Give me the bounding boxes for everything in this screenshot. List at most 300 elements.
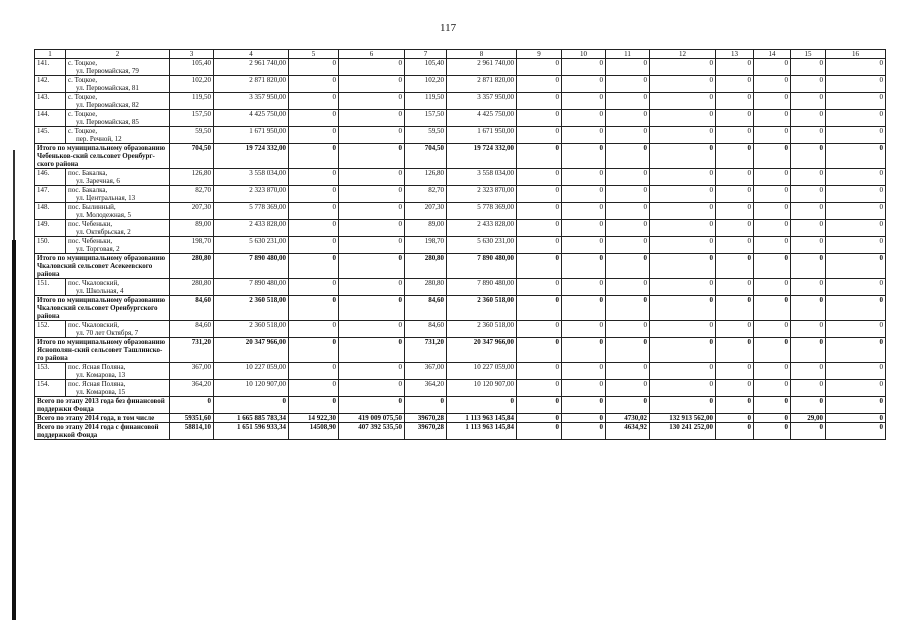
cell-col-15: 0 bbox=[791, 59, 826, 76]
cell-col-7: 280,80 bbox=[405, 279, 447, 296]
cell-col-3: 367,00 bbox=[170, 363, 214, 380]
table-row bbox=[35, 186, 886, 203]
cell-col-15: 0 bbox=[791, 363, 826, 380]
address-street: ул. Первомайская, 81 bbox=[76, 84, 139, 92]
column-number-header: 4 bbox=[214, 50, 289, 59]
column-number-header: 13 bbox=[716, 50, 754, 59]
cell-col-10: 0 bbox=[562, 296, 606, 321]
cell-col-14: 0 bbox=[754, 414, 791, 423]
cell-col-13: 0 bbox=[716, 220, 754, 237]
cell-col-16: 0 bbox=[826, 110, 886, 127]
cell-col-7: 207,30 bbox=[405, 203, 447, 220]
cell-col-13: 0 bbox=[716, 321, 754, 338]
column-number-header: 3 bbox=[170, 50, 214, 59]
cell-col-10: 0 bbox=[562, 423, 606, 440]
cell-col-15: 0 bbox=[791, 169, 826, 186]
cell-col-9: 0 bbox=[517, 279, 562, 296]
table-row bbox=[35, 59, 886, 76]
cell-col-10: 0 bbox=[562, 254, 606, 279]
cell-col-11: 0 bbox=[606, 93, 650, 110]
row-number: 152. bbox=[35, 321, 66, 338]
cell-col-9: 0 bbox=[517, 93, 562, 110]
cell-col-6: 0 bbox=[339, 93, 405, 110]
cell-col-11: 0 bbox=[606, 296, 650, 321]
cell-col-3: 82,70 bbox=[170, 186, 214, 203]
subtotal-row bbox=[35, 144, 886, 169]
row-number: 153. bbox=[35, 363, 66, 380]
table-row bbox=[35, 169, 886, 186]
cell-col-13: 0 bbox=[716, 380, 754, 397]
cell-col-14: 0 bbox=[754, 296, 791, 321]
cell-col-16: 0 bbox=[826, 144, 886, 169]
cell-col-4: 2 961 740,00 bbox=[214, 59, 289, 76]
cell-col-10: 0 bbox=[562, 59, 606, 76]
cell-col-11: 0 bbox=[606, 169, 650, 186]
cell-col-8: 1 113 963 145,84 bbox=[447, 423, 517, 440]
address-street: ул. Молодежная, 5 bbox=[76, 211, 132, 219]
cell-col-3: 102,20 bbox=[170, 76, 214, 93]
cell-col-3: 58814,10 bbox=[170, 423, 214, 440]
column-number-header: 12 bbox=[650, 50, 716, 59]
cell-col-16: 0 bbox=[826, 254, 886, 279]
cell-col-7: 280,80 bbox=[405, 254, 447, 279]
address-cell bbox=[66, 220, 170, 237]
cell-col-3: 119,50 bbox=[170, 93, 214, 110]
scan-edge-bar bbox=[12, 240, 16, 620]
cell-col-5: 0 bbox=[289, 397, 339, 414]
cell-col-13: 0 bbox=[716, 338, 754, 363]
cell-col-9: 0 bbox=[517, 110, 562, 127]
cell-col-14: 0 bbox=[754, 363, 791, 380]
address-locality: пос. Ясная Поляна, bbox=[68, 380, 126, 388]
data-table bbox=[34, 49, 886, 440]
cell-col-8: 7 890 480,00 bbox=[447, 254, 517, 279]
table-row bbox=[35, 321, 886, 338]
cell-col-5: 0 bbox=[289, 279, 339, 296]
cell-col-11: 0 bbox=[606, 203, 650, 220]
cell-col-12: 0 bbox=[650, 186, 716, 203]
cell-col-5: 0 bbox=[289, 59, 339, 76]
subtotal-row bbox=[35, 397, 886, 414]
cell-col-10: 0 bbox=[562, 203, 606, 220]
address-street: пер. Речной, 12 bbox=[76, 135, 122, 143]
cell-col-14: 0 bbox=[754, 59, 791, 76]
row-number: 154. bbox=[35, 380, 66, 397]
address-cell bbox=[66, 203, 170, 220]
cell-col-10: 0 bbox=[562, 321, 606, 338]
cell-col-13: 0 bbox=[716, 59, 754, 76]
column-number-header: 2 bbox=[66, 50, 170, 59]
subtotal-label: Всего по этапу 2014 года, в том числе bbox=[35, 414, 170, 423]
cell-col-5: 0 bbox=[289, 321, 339, 338]
cell-col-16: 0 bbox=[826, 127, 886, 144]
cell-col-8: 4 425 750,00 bbox=[447, 110, 517, 127]
cell-col-13: 0 bbox=[716, 203, 754, 220]
header-row bbox=[35, 50, 886, 59]
cell-col-15: 0 bbox=[791, 397, 826, 414]
address-street: ул. Октябрьская, 2 bbox=[76, 228, 131, 236]
cell-col-7: 89,00 bbox=[405, 220, 447, 237]
cell-col-9: 0 bbox=[517, 423, 562, 440]
cell-col-14: 0 bbox=[754, 237, 791, 254]
cell-col-7: 84,60 bbox=[405, 296, 447, 321]
cell-col-10: 0 bbox=[562, 220, 606, 237]
cell-col-13: 0 bbox=[716, 363, 754, 380]
subtotal-row bbox=[35, 296, 886, 321]
cell-col-9: 0 bbox=[517, 76, 562, 93]
column-number-header: 16 bbox=[826, 50, 886, 59]
cell-col-3: 0 bbox=[170, 397, 214, 414]
cell-col-12: 0 bbox=[650, 169, 716, 186]
cell-col-11: 0 bbox=[606, 110, 650, 127]
cell-col-6: 0 bbox=[339, 59, 405, 76]
cell-col-6: 0 bbox=[339, 363, 405, 380]
cell-col-3: 126,80 bbox=[170, 169, 214, 186]
address-cell bbox=[66, 110, 170, 127]
address-cell bbox=[66, 380, 170, 397]
cell-col-15: 0 bbox=[791, 279, 826, 296]
cell-col-14: 0 bbox=[754, 423, 791, 440]
cell-col-4: 2 871 820,00 bbox=[214, 76, 289, 93]
cell-col-7: 119,50 bbox=[405, 93, 447, 110]
cell-col-4: 10 227 059,00 bbox=[214, 363, 289, 380]
cell-col-4: 1 665 885 783,34 bbox=[214, 414, 289, 423]
cell-col-10: 0 bbox=[562, 237, 606, 254]
cell-col-16: 0 bbox=[826, 380, 886, 397]
cell-col-13: 0 bbox=[716, 423, 754, 440]
cell-col-11: 0 bbox=[606, 220, 650, 237]
cell-col-14: 0 bbox=[754, 203, 791, 220]
cell-col-13: 0 bbox=[716, 144, 754, 169]
cell-col-4: 4 425 750,00 bbox=[214, 110, 289, 127]
cell-col-16: 0 bbox=[826, 220, 886, 237]
subtotal-label: Итого по муниципальному образованию Чкаловский сельсовет Оренбургского района bbox=[35, 296, 170, 321]
cell-col-16: 0 bbox=[826, 203, 886, 220]
cell-col-9: 0 bbox=[517, 296, 562, 321]
cell-col-9: 0 bbox=[517, 397, 562, 414]
cell-col-16: 0 bbox=[826, 59, 886, 76]
cell-col-9: 0 bbox=[517, 254, 562, 279]
column-number-header: 14 bbox=[754, 50, 791, 59]
address-street: ул. Школьная, 4 bbox=[76, 287, 124, 295]
cell-col-12: 0 bbox=[650, 279, 716, 296]
cell-col-11: 4634,92 bbox=[606, 423, 650, 440]
cell-col-7: 39670,28 bbox=[405, 414, 447, 423]
cell-col-5: 0 bbox=[289, 127, 339, 144]
cell-col-14: 0 bbox=[754, 338, 791, 363]
cell-col-12: 0 bbox=[650, 220, 716, 237]
cell-col-3: 704,50 bbox=[170, 144, 214, 169]
address-locality: пос. Бакалка, bbox=[68, 169, 108, 177]
cell-col-12: 0 bbox=[650, 397, 716, 414]
cell-col-8: 20 347 966,00 bbox=[447, 338, 517, 363]
column-number-header: 11 bbox=[606, 50, 650, 59]
cell-col-14: 0 bbox=[754, 397, 791, 414]
cell-col-15: 0 bbox=[791, 76, 826, 93]
cell-col-3: 105,40 bbox=[170, 59, 214, 76]
cell-col-7: 82,70 bbox=[405, 186, 447, 203]
cell-col-7: 157,50 bbox=[405, 110, 447, 127]
cell-col-16: 0 bbox=[826, 279, 886, 296]
cell-col-13: 0 bbox=[716, 237, 754, 254]
cell-col-14: 0 bbox=[754, 76, 791, 93]
table-row bbox=[35, 237, 886, 254]
cell-col-5: 0 bbox=[289, 380, 339, 397]
cell-col-4: 0 bbox=[214, 397, 289, 414]
cell-col-3: 731,20 bbox=[170, 338, 214, 363]
cell-col-11: 0 bbox=[606, 279, 650, 296]
cell-col-15: 0 bbox=[791, 380, 826, 397]
cell-col-4: 2 323 870,00 bbox=[214, 186, 289, 203]
cell-col-14: 0 bbox=[754, 127, 791, 144]
cell-col-9: 0 bbox=[517, 237, 562, 254]
cell-col-16: 0 bbox=[826, 397, 886, 414]
cell-col-4: 7 890 480,00 bbox=[214, 254, 289, 279]
address-street: ул. Первомайская, 82 bbox=[76, 101, 139, 109]
address-cell bbox=[66, 127, 170, 144]
cell-col-6: 0 bbox=[339, 127, 405, 144]
cell-col-12: 0 bbox=[650, 203, 716, 220]
cell-col-5: 14 922,30 bbox=[289, 414, 339, 423]
cell-col-7: 364,20 bbox=[405, 380, 447, 397]
cell-col-11: 4730,02 bbox=[606, 414, 650, 423]
cell-col-12: 0 bbox=[650, 363, 716, 380]
cell-col-13: 0 bbox=[716, 76, 754, 93]
cell-col-6: 0 bbox=[339, 321, 405, 338]
cell-col-9: 0 bbox=[517, 380, 562, 397]
cell-col-5: 14508,90 bbox=[289, 423, 339, 440]
cell-col-9: 0 bbox=[517, 363, 562, 380]
cell-col-4: 2 433 828,00 bbox=[214, 220, 289, 237]
cell-col-8: 5 630 231,00 bbox=[447, 237, 517, 254]
cell-col-9: 0 bbox=[517, 414, 562, 423]
cell-col-6: 0 bbox=[339, 76, 405, 93]
subtotal-row bbox=[35, 254, 886, 279]
cell-col-3: 59351,60 bbox=[170, 414, 214, 423]
cell-col-15: 0 bbox=[791, 186, 826, 203]
cell-col-8: 2 323 870,00 bbox=[447, 186, 517, 203]
cell-col-13: 0 bbox=[716, 169, 754, 186]
address-cell bbox=[66, 76, 170, 93]
cell-col-4: 5 778 369,00 bbox=[214, 203, 289, 220]
cell-col-7: 704,50 bbox=[405, 144, 447, 169]
address-locality: с. Тоцкое, bbox=[68, 93, 98, 101]
cell-col-12: 0 bbox=[650, 76, 716, 93]
cell-col-9: 0 bbox=[517, 203, 562, 220]
subtotal-label: Итого по муниципальному образованию Чебеньков-ский сельсовет Оренбург-ского района bbox=[35, 144, 170, 169]
address-cell bbox=[66, 363, 170, 380]
address-cell bbox=[66, 279, 170, 296]
address-locality: с. Тоцкое, bbox=[68, 76, 98, 84]
cell-col-7: 367,00 bbox=[405, 363, 447, 380]
cell-col-8: 1 671 950,00 bbox=[447, 127, 517, 144]
cell-col-3: 280,80 bbox=[170, 279, 214, 296]
cell-col-10: 0 bbox=[562, 127, 606, 144]
cell-col-7: 198,70 bbox=[405, 237, 447, 254]
column-number-header: 6 bbox=[339, 50, 405, 59]
row-number: 141. bbox=[35, 59, 66, 76]
column-number-header: 7 bbox=[405, 50, 447, 59]
cell-col-4: 3 357 950,00 bbox=[214, 93, 289, 110]
cell-col-6: 0 bbox=[339, 254, 405, 279]
address-cell bbox=[66, 186, 170, 203]
cell-col-16: 0 bbox=[826, 338, 886, 363]
cell-col-5: 0 bbox=[289, 203, 339, 220]
address-street: ул. 70 лет Октября, 7 bbox=[76, 329, 139, 337]
cell-col-3: 84,60 bbox=[170, 296, 214, 321]
cell-col-4: 20 347 966,00 bbox=[214, 338, 289, 363]
row-number: 143. bbox=[35, 93, 66, 110]
cell-col-13: 0 bbox=[716, 414, 754, 423]
cell-col-11: 0 bbox=[606, 127, 650, 144]
cell-col-12: 0 bbox=[650, 110, 716, 127]
cell-col-8: 1 113 963 145,84 bbox=[447, 414, 517, 423]
cell-col-12: 0 bbox=[650, 254, 716, 279]
address-street: ул. Заречная, 6 bbox=[76, 177, 120, 185]
cell-col-9: 0 bbox=[517, 144, 562, 169]
table-body bbox=[35, 50, 886, 440]
cell-col-15: 0 bbox=[791, 220, 826, 237]
address-street: ул. Комарова, 13 bbox=[76, 371, 126, 379]
cell-col-8: 2 961 740,00 bbox=[447, 59, 517, 76]
cell-col-4: 2 360 518,00 bbox=[214, 296, 289, 321]
column-number-header: 15 bbox=[791, 50, 826, 59]
cell-col-16: 0 bbox=[826, 423, 886, 440]
cell-col-8: 3 357 950,00 bbox=[447, 93, 517, 110]
cell-col-10: 0 bbox=[562, 169, 606, 186]
cell-col-6: 0 bbox=[339, 296, 405, 321]
cell-col-14: 0 bbox=[754, 279, 791, 296]
cell-col-5: 0 bbox=[289, 110, 339, 127]
cell-col-15: 29,00 bbox=[791, 414, 826, 423]
cell-col-8: 10 227 059,00 bbox=[447, 363, 517, 380]
cell-col-16: 0 bbox=[826, 169, 886, 186]
cell-col-15: 0 bbox=[791, 144, 826, 169]
cell-col-6: 419 009 075,50 bbox=[339, 414, 405, 423]
cell-col-9: 0 bbox=[517, 127, 562, 144]
cell-col-13: 0 bbox=[716, 93, 754, 110]
cell-col-8: 7 890 480,00 bbox=[447, 279, 517, 296]
cell-col-3: 280,80 bbox=[170, 254, 214, 279]
cell-col-6: 0 bbox=[339, 220, 405, 237]
cell-col-14: 0 bbox=[754, 254, 791, 279]
cell-col-16: 0 bbox=[826, 363, 886, 380]
subtotal-row bbox=[35, 423, 886, 440]
cell-col-5: 0 bbox=[289, 254, 339, 279]
scan-edge-mark bbox=[13, 150, 15, 250]
table-row bbox=[35, 76, 886, 93]
cell-col-4: 19 724 332,00 bbox=[214, 144, 289, 169]
cell-col-9: 0 bbox=[517, 59, 562, 76]
address-street: ул. Торговая, 2 bbox=[76, 245, 120, 253]
cell-col-8: 2 433 828,00 bbox=[447, 220, 517, 237]
cell-col-5: 0 bbox=[289, 93, 339, 110]
cell-col-6: 0 bbox=[339, 186, 405, 203]
cell-col-12: 0 bbox=[650, 296, 716, 321]
subtotal-label: Всего по этапу 2014 года с финансовой поддержкой Фонда bbox=[35, 423, 170, 440]
cell-col-16: 0 bbox=[826, 321, 886, 338]
cell-col-16: 0 bbox=[826, 186, 886, 203]
table-row bbox=[35, 110, 886, 127]
subtotal-label: Итого по муниципальному образованию Яснополян-ский сельсовет Ташлинско-го района bbox=[35, 338, 170, 363]
cell-col-6: 0 bbox=[339, 279, 405, 296]
cell-col-4: 2 360 518,00 bbox=[214, 321, 289, 338]
cell-col-4: 5 630 231,00 bbox=[214, 237, 289, 254]
row-number: 145. bbox=[35, 127, 66, 144]
cell-col-15: 0 bbox=[791, 254, 826, 279]
table-row bbox=[35, 93, 886, 110]
cell-col-7: 126,80 bbox=[405, 169, 447, 186]
cell-col-3: 84,60 bbox=[170, 321, 214, 338]
cell-col-4: 7 890 480,00 bbox=[214, 279, 289, 296]
column-number-header: 1 bbox=[35, 50, 66, 59]
cell-col-15: 0 bbox=[791, 338, 826, 363]
cell-col-8: 0 bbox=[447, 397, 517, 414]
cell-col-14: 0 bbox=[754, 110, 791, 127]
cell-col-3: 157,50 bbox=[170, 110, 214, 127]
cell-col-11: 0 bbox=[606, 321, 650, 338]
cell-col-7: 39670,28 bbox=[405, 423, 447, 440]
cell-col-14: 0 bbox=[754, 169, 791, 186]
cell-col-3: 198,70 bbox=[170, 237, 214, 254]
cell-col-8: 2 871 820,00 bbox=[447, 76, 517, 93]
address-street: ул. Центральная, 13 bbox=[76, 194, 136, 202]
cell-col-12: 130 241 252,00 bbox=[650, 423, 716, 440]
address-locality: пос. Чкаловский, bbox=[68, 321, 120, 329]
table-row bbox=[35, 203, 886, 220]
cell-col-12: 0 bbox=[650, 93, 716, 110]
cell-col-11: 0 bbox=[606, 397, 650, 414]
cell-col-4: 1 671 950,00 bbox=[214, 127, 289, 144]
cell-col-16: 0 bbox=[826, 93, 886, 110]
cell-col-7: 105,40 bbox=[405, 59, 447, 76]
cell-col-14: 0 bbox=[754, 321, 791, 338]
cell-col-9: 0 bbox=[517, 186, 562, 203]
cell-col-9: 0 bbox=[517, 220, 562, 237]
cell-col-4: 10 120 907,00 bbox=[214, 380, 289, 397]
cell-col-12: 0 bbox=[650, 144, 716, 169]
cell-col-16: 0 bbox=[826, 296, 886, 321]
cell-col-8: 19 724 332,00 bbox=[447, 144, 517, 169]
address-street: ул. Комарова, 15 bbox=[76, 388, 126, 396]
table-row bbox=[35, 127, 886, 144]
cell-col-14: 0 bbox=[754, 144, 791, 169]
subtotal-row bbox=[35, 414, 886, 423]
cell-col-4: 1 651 596 933,34 bbox=[214, 423, 289, 440]
cell-col-12: 0 bbox=[650, 127, 716, 144]
address-locality: пос. Ясная Поляна, bbox=[68, 363, 126, 371]
address-street: ул. Первомайская, 85 bbox=[76, 118, 139, 126]
cell-col-10: 0 bbox=[562, 144, 606, 169]
row-number: 151. bbox=[35, 279, 66, 296]
cell-col-5: 0 bbox=[289, 144, 339, 169]
row-number: 149. bbox=[35, 220, 66, 237]
table-row bbox=[35, 380, 886, 397]
cell-col-5: 0 bbox=[289, 220, 339, 237]
address-locality: с. Тоцкое, bbox=[68, 110, 98, 118]
address-cell bbox=[66, 169, 170, 186]
cell-col-3: 89,00 bbox=[170, 220, 214, 237]
table-row bbox=[35, 279, 886, 296]
cell-col-15: 0 bbox=[791, 296, 826, 321]
cell-col-5: 0 bbox=[289, 169, 339, 186]
subtotal-row bbox=[35, 338, 886, 363]
cell-col-8: 2 360 518,00 bbox=[447, 296, 517, 321]
cell-col-14: 0 bbox=[754, 380, 791, 397]
address-locality: пос. Чкаловский, bbox=[68, 279, 120, 287]
address-cell bbox=[66, 321, 170, 338]
cell-col-15: 0 bbox=[791, 203, 826, 220]
